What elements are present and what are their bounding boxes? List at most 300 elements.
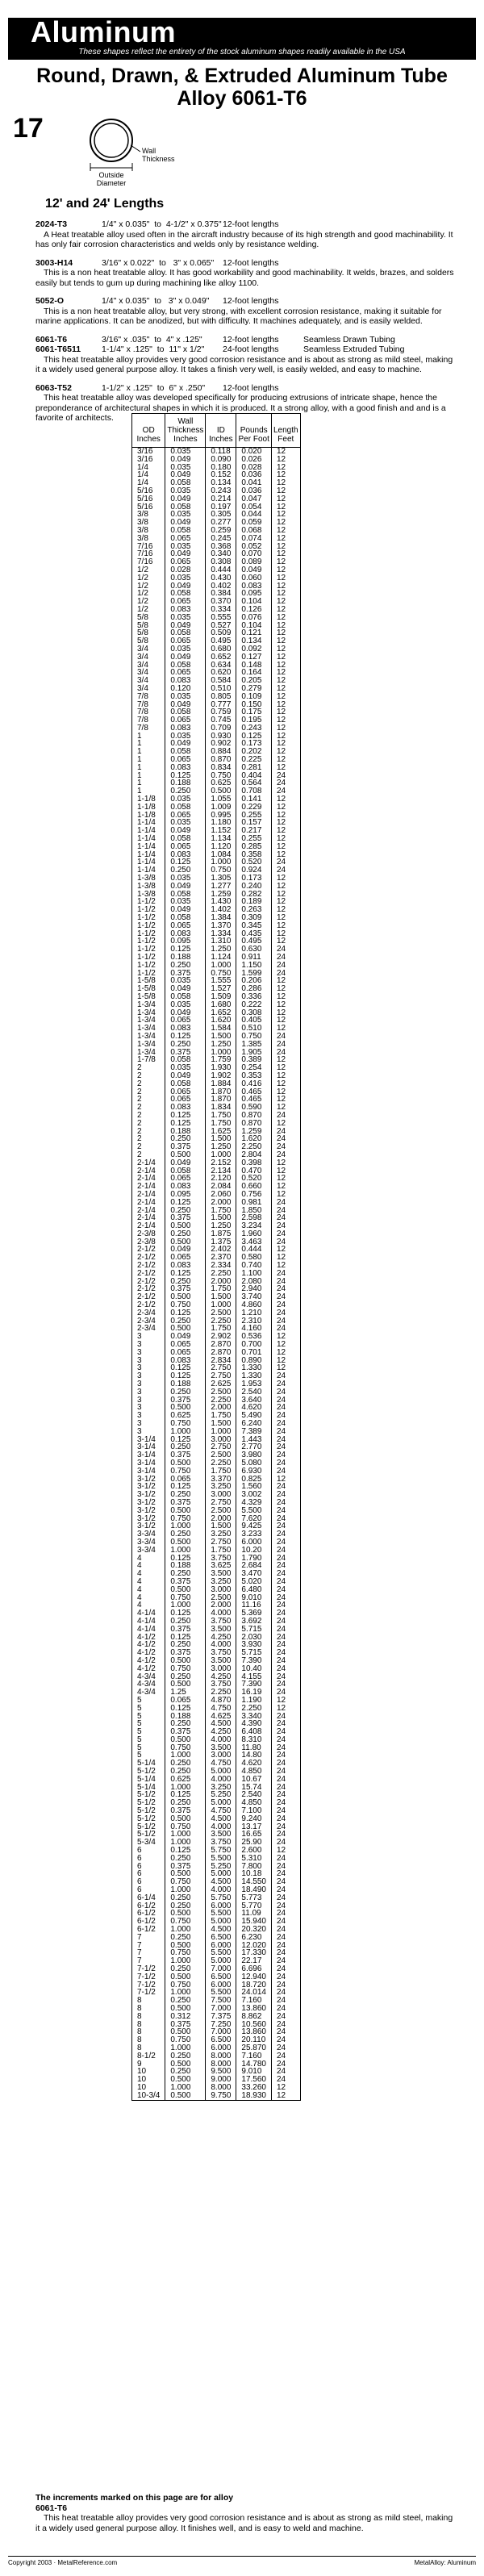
table-cell: 0.250 bbox=[165, 1278, 206, 1286]
table-cell: 0.305 bbox=[206, 511, 236, 519]
table-cell: 1-1/2 bbox=[137, 953, 156, 962]
table-cell: 5 bbox=[137, 1727, 142, 1737]
table-cell: 2-1/2 bbox=[137, 1284, 156, 1294]
table-cell: 6.000 bbox=[236, 1539, 272, 1547]
table-cell: 1 bbox=[137, 770, 142, 780]
table-cell: 5-1/2 bbox=[137, 1767, 156, 1776]
table-cell: 0.555 bbox=[206, 614, 236, 622]
table-cell: 0.065 bbox=[165, 1254, 206, 1262]
table-cell: 5-1/4 bbox=[137, 1774, 156, 1784]
table-cell: 0.745 bbox=[206, 716, 236, 724]
table-cell: 0.370 bbox=[206, 598, 236, 606]
table-cell: 3.233 bbox=[236, 1530, 272, 1539]
table-cell: 2.750 bbox=[206, 1539, 236, 1547]
table-cell: 12 bbox=[272, 1167, 301, 1175]
column-header: ID Inches bbox=[206, 414, 236, 448]
table-cell: 0.035 bbox=[165, 448, 206, 456]
alloy-length: 12-foot lengths bbox=[223, 257, 279, 268]
table-cell: 4 bbox=[137, 1569, 142, 1579]
table-cell: 0.375 bbox=[165, 970, 206, 978]
table-cell: 10.40 bbox=[236, 1665, 272, 1673]
table-cell: 1/2 bbox=[137, 573, 148, 582]
table-cell: 24 bbox=[272, 1530, 301, 1539]
table-cell: 0.125 bbox=[165, 772, 206, 780]
table-cell: 4.000 bbox=[206, 1736, 236, 1744]
footnote-text: This heat treatable alloy provides very good corrosion resistance and is about as strong as mild steel, making it a widely used general purpose alloy. It finishes well, and is easy to weld and machine. bbox=[35, 2513, 453, 2533]
table-cell: 2.250 bbox=[206, 1459, 236, 1468]
table-cell: 0.625 bbox=[206, 779, 236, 787]
table-cell: 6 bbox=[137, 1861, 142, 1871]
table-cell: 1-7/8 bbox=[137, 1055, 156, 1065]
table-cell: 1.250 bbox=[206, 946, 236, 954]
table-cell: 24 bbox=[272, 1397, 301, 1405]
table-cell: 0.065 bbox=[165, 1341, 206, 1349]
table-cell: 0.510 bbox=[206, 685, 236, 693]
table-cell: 2.500 bbox=[206, 1309, 236, 1317]
table-cell: 1-5/8 bbox=[137, 976, 156, 986]
table-cell: 2.750 bbox=[206, 1364, 236, 1372]
table-cell: 10.560 bbox=[236, 2021, 272, 2029]
table-cell: 12 bbox=[272, 1159, 301, 1167]
table-cell: 12 bbox=[272, 937, 301, 946]
table-cell: 0.250 bbox=[165, 1041, 206, 1049]
table-cell: 24 bbox=[272, 1823, 301, 1831]
table-cell: 12 bbox=[272, 487, 301, 495]
table-cell: 1.500 bbox=[206, 1033, 236, 1041]
table-cell: 1.277 bbox=[206, 883, 236, 891]
table-cell: 0.049 bbox=[165, 519, 206, 527]
table-cell: 2-1/4 bbox=[137, 1189, 156, 1199]
table-cell: 1.750 bbox=[206, 1120, 236, 1128]
table-cell: 12 bbox=[272, 543, 301, 551]
table-cell: 24 bbox=[272, 1949, 301, 1957]
table-cell: 0.202 bbox=[236, 748, 272, 756]
table-cell: 3-1/4 bbox=[137, 1434, 156, 1444]
table-cell: 0.250 bbox=[165, 1570, 206, 1578]
table-cell: 6.000 bbox=[206, 1902, 236, 1910]
table-cell: 1.330 bbox=[236, 1364, 272, 1372]
table-cell: 0.049 bbox=[165, 1009, 206, 1017]
table-cell: 2.598 bbox=[236, 1214, 272, 1222]
table-cell: 7.100 bbox=[236, 1807, 272, 1815]
table-cell: 0.134 bbox=[206, 479, 236, 487]
table-cell: 1-1/2 bbox=[137, 905, 156, 915]
table-cell: 3.000 bbox=[206, 1586, 236, 1594]
table-cell: 3.625 bbox=[206, 1562, 236, 1570]
table-cell: 12 bbox=[272, 535, 301, 543]
table-cell: 5/16 bbox=[137, 486, 153, 495]
table-cell: 0.206 bbox=[236, 977, 272, 985]
table-cell: 20.320 bbox=[236, 1926, 272, 1934]
table-cell: 8 bbox=[137, 2003, 142, 2013]
table-cell: 0.870 bbox=[236, 1112, 272, 1120]
table-cell: 7/8 bbox=[137, 708, 148, 717]
table-cell: 24 bbox=[272, 1270, 301, 1278]
table-cell: 8 bbox=[137, 2027, 142, 2037]
table-cell: 6.408 bbox=[236, 1728, 272, 1736]
table-cell: 4.750 bbox=[206, 1807, 236, 1815]
table-cell: 24 bbox=[272, 1910, 301, 1918]
table-cell: 3.370 bbox=[206, 1476, 236, 1484]
table-cell: 4.850 bbox=[236, 1768, 272, 1776]
table-cell: 0.125 bbox=[165, 1634, 206, 1642]
table-cell: 0.750 bbox=[206, 772, 236, 780]
table-cell: 5/8 bbox=[137, 620, 148, 630]
table-cell: 24 bbox=[272, 1230, 301, 1238]
table-cell: 3.500 bbox=[206, 1831, 236, 1839]
table-cell: 1.250 bbox=[206, 1041, 236, 1049]
alloy-title: Alloy 6061-T6 bbox=[177, 87, 307, 110]
table-cell: 2.940 bbox=[236, 1285, 272, 1293]
table-cell: 4.625 bbox=[206, 1713, 236, 1721]
table-body bbox=[132, 448, 301, 2101]
table-cell: 5.773 bbox=[236, 1894, 272, 1902]
table-cell: 12 bbox=[272, 1017, 301, 1025]
table-cell: 0.054 bbox=[236, 503, 272, 511]
table-cell: 0.750 bbox=[165, 1918, 206, 1926]
table-cell: 0.058 bbox=[165, 993, 206, 1001]
table-cell: 0.083 bbox=[165, 724, 206, 733]
table-cell: 12 bbox=[272, 851, 301, 859]
table-cell: 18.490 bbox=[236, 1886, 272, 1894]
table-cell: 0.035 bbox=[165, 487, 206, 495]
table-cell: 2.684 bbox=[236, 1562, 272, 1570]
table-cell: 0.188 bbox=[165, 779, 206, 787]
table-cell: 3.340 bbox=[236, 1713, 272, 1721]
table-cell: 5 bbox=[137, 1743, 142, 1752]
table-cell: 1.000 bbox=[165, 1751, 206, 1760]
table-cell: 7/8 bbox=[137, 723, 148, 733]
table-cell: 12 bbox=[272, 645, 301, 653]
table-cell: 1.759 bbox=[206, 1056, 236, 1064]
table-cell: 24 bbox=[272, 1499, 301, 1507]
table-cell: 7/16 bbox=[137, 557, 153, 567]
table-cell: 2 bbox=[137, 1134, 142, 1144]
table-cell: 24 bbox=[272, 779, 301, 787]
table-cell: 0.277 bbox=[206, 519, 236, 527]
table-cell: 1.930 bbox=[206, 1064, 236, 1072]
table-cell: 0.404 bbox=[236, 772, 272, 780]
table-cell: 1.560 bbox=[236, 1483, 272, 1491]
table-cell: 0.058 bbox=[165, 503, 206, 511]
table-cell: 4-1/2 bbox=[137, 1632, 156, 1642]
table-cell: 1/4 bbox=[137, 478, 148, 488]
table-cell: 0.065 bbox=[165, 637, 206, 645]
table-cell: 0.049 bbox=[165, 1246, 206, 1254]
table-cell: 0.750 bbox=[165, 1949, 206, 1957]
table-cell: 24 bbox=[272, 1451, 301, 1459]
table-cell: 1/4 bbox=[137, 470, 148, 480]
column-header: Wall Thickness Inches bbox=[165, 414, 206, 448]
table-cell: 3.500 bbox=[206, 1570, 236, 1578]
table-cell: 0.375 bbox=[165, 2021, 206, 2029]
table-cell: 5 bbox=[137, 1711, 142, 1721]
table-cell: 12 bbox=[272, 629, 301, 637]
table-cell: 24 bbox=[272, 1863, 301, 1871]
table-cell: 12 bbox=[272, 922, 301, 930]
table-cell: 24 bbox=[272, 1428, 301, 1436]
table-cell: 0.500 bbox=[165, 2060, 206, 2069]
table-cell: 0.049 bbox=[236, 566, 272, 574]
table-cell: 0.058 bbox=[165, 1080, 206, 1088]
table-cell: 9.240 bbox=[236, 1815, 272, 1823]
table-cell: 3-1/4 bbox=[137, 1466, 156, 1476]
table-cell: 0.049 bbox=[165, 701, 206, 709]
table-cell: 4.870 bbox=[206, 1697, 236, 1705]
table-cell: 1.953 bbox=[236, 1380, 272, 1388]
table-cell: 24 bbox=[272, 2044, 301, 2052]
table-cell: 0.243 bbox=[206, 487, 236, 495]
table-cell: 5.715 bbox=[236, 1626, 272, 1634]
table-cell: 1.000 bbox=[165, 1784, 206, 1792]
table-cell: 1.000 bbox=[206, 962, 236, 970]
alloy-code: 3003-H14 bbox=[35, 257, 73, 268]
alloy-description: This heat treatable alloy was developed specifically for producing extrusions of intricate shape, hence the preponderance of architectural shapes in which it is produced. It a strong alloy, with a good finish and and is a favorite of architects. bbox=[35, 393, 446, 423]
table-cell: 0.049 bbox=[165, 906, 206, 914]
table-cell: 24 bbox=[272, 1760, 301, 1768]
table-cell: 0.041 bbox=[236, 479, 272, 487]
table-cell: 24 bbox=[272, 1380, 301, 1388]
table-cell: 0.250 bbox=[165, 1388, 206, 1397]
table-cell: 24 bbox=[272, 1981, 301, 1989]
table-cell: 0.035 bbox=[165, 645, 206, 653]
table-cell: 2-1/4 bbox=[137, 1174, 156, 1184]
table-cell: 24 bbox=[272, 1238, 301, 1246]
table-cell: 0.044 bbox=[236, 511, 272, 519]
table-cell: 12 bbox=[272, 1341, 301, 1349]
table-cell: 1-1/2 bbox=[137, 968, 156, 978]
table-cell: 20.110 bbox=[236, 2036, 272, 2044]
table-cell: 1-1/2 bbox=[137, 913, 156, 923]
table-cell: 0.035 bbox=[165, 1064, 206, 1072]
table-cell: 5-1/2 bbox=[137, 1830, 156, 1839]
table-cell: 12 bbox=[272, 835, 301, 843]
table-cell: 0.049 bbox=[165, 495, 206, 503]
alloy-code: 6061-T6 6061-T6511 bbox=[35, 334, 81, 354]
table-cell: 24 bbox=[272, 1965, 301, 1973]
table-cell: 17.560 bbox=[236, 2076, 272, 2084]
table-cell: 24 bbox=[272, 1807, 301, 1815]
table-cell: 0.930 bbox=[206, 733, 236, 741]
table-cell: 4-1/4 bbox=[137, 1624, 156, 1634]
table-cell: 1.905 bbox=[236, 1049, 272, 1057]
table-cell: 2.080 bbox=[236, 1278, 272, 1286]
table-cell: 24 bbox=[272, 1041, 301, 1049]
table-cell: 24 bbox=[272, 1570, 301, 1578]
table-cell: 0.049 bbox=[165, 622, 206, 630]
table-cell: 6.480 bbox=[236, 1586, 272, 1594]
table-cell: 3.980 bbox=[236, 1451, 272, 1459]
table-cell: 12 bbox=[272, 677, 301, 685]
table-cell: 3-3/4 bbox=[137, 1530, 156, 1539]
table-cell: 0.375 bbox=[165, 1626, 206, 1634]
table-cell: 3.250 bbox=[206, 1483, 236, 1491]
table-cell: 0.375 bbox=[165, 1451, 206, 1459]
table-cell: 5.000 bbox=[206, 1957, 236, 1965]
table-cell: 0.250 bbox=[165, 1491, 206, 1499]
table-cell: 1 bbox=[137, 747, 142, 757]
alloy-block bbox=[35, 296, 455, 327]
table-cell: 3 bbox=[137, 1347, 142, 1357]
table-cell: 1.750 bbox=[206, 1547, 236, 1555]
table-cell: 2.750 bbox=[206, 1372, 236, 1380]
table-cell: 0.750 bbox=[165, 1301, 206, 1309]
table-cell: 24.014 bbox=[236, 1989, 272, 1997]
table-cell: 6.000 bbox=[206, 1981, 236, 1989]
table-cell: 12 bbox=[272, 622, 301, 630]
table-cell: 3 bbox=[137, 1419, 142, 1429]
table-cell: 0.058 bbox=[165, 804, 206, 812]
table-cell: 12 bbox=[272, 1120, 301, 1128]
table-cell: 2.250 bbox=[236, 1705, 272, 1713]
table-cell: 1/2 bbox=[137, 565, 148, 574]
table-cell: 0.125 bbox=[165, 1270, 206, 1278]
table-cell: 3/4 bbox=[137, 683, 148, 693]
table-cell: 6-1/2 bbox=[137, 1917, 156, 1927]
table-cell: 5.250 bbox=[206, 1791, 236, 1799]
table-cell: 0.125 bbox=[165, 1791, 206, 1799]
footer-copyright: Copyright 2003 · MetalReference.com bbox=[8, 2559, 118, 2566]
table-cell: 24 bbox=[272, 1388, 301, 1397]
table-cell: 0.083 bbox=[165, 1357, 206, 1365]
table-cell: 1.259 bbox=[206, 891, 236, 899]
table-cell: 1.000 bbox=[206, 1301, 236, 1309]
table-cell: 11.16 bbox=[236, 1601, 272, 1609]
alloy-size-range: 3/16" x 0.022" to 3" x 0.065" bbox=[102, 257, 215, 268]
alloy-description: This heat treatable alloy provides very good corrosion resistance and is about as strong as mild steel, making it a widely used general purpose alloy. It takes a finish very well, is easily welded, and easy to machine. bbox=[35, 354, 453, 374]
table-cell: 3/4 bbox=[137, 652, 148, 662]
table-cell: 0.375 bbox=[165, 1049, 206, 1057]
alloy-length: 12-foot lengths bbox=[223, 382, 279, 393]
table-cell: 4.250 bbox=[206, 1728, 236, 1736]
table-cell: 2.120 bbox=[206, 1175, 236, 1183]
table-cell: 0.500 bbox=[165, 1815, 206, 1823]
table-cell: 10.18 bbox=[236, 1870, 272, 1878]
table-cell: 0.250 bbox=[165, 1135, 206, 1143]
table-cell: 5.500 bbox=[206, 1949, 236, 1957]
table-cell: 3.750 bbox=[206, 1555, 236, 1563]
table-cell: 12 bbox=[272, 843, 301, 851]
table-cell: 18.930 bbox=[236, 2092, 272, 2100]
table-cell: 4 bbox=[137, 1561, 142, 1571]
table-cell: 0.750 bbox=[165, 1744, 206, 1752]
table-cell: 0.750 bbox=[165, 1420, 206, 1428]
table-cell: 3.750 bbox=[206, 1618, 236, 1626]
table-cell: 0.584 bbox=[206, 677, 236, 685]
table-cell: 8 bbox=[137, 1996, 142, 2006]
table-cell: 0.902 bbox=[206, 740, 236, 748]
table-cell: 2.804 bbox=[236, 1151, 272, 1159]
table-cell: 24 bbox=[272, 1831, 301, 1839]
table-cell: 2.625 bbox=[206, 1380, 236, 1388]
table-cell: 1-1/8 bbox=[137, 802, 156, 812]
table-cell: 1-3/8 bbox=[137, 881, 156, 891]
table-cell: 24 bbox=[272, 1443, 301, 1451]
table-cell: 24 bbox=[272, 2005, 301, 2013]
table-cell: 0.375 bbox=[165, 1143, 206, 1151]
table-cell: 0.188 bbox=[165, 1380, 206, 1388]
table-cell: 1.750 bbox=[206, 1412, 236, 1420]
table-cell: 0.750 bbox=[165, 1594, 206, 1602]
table-cell: 0.049 bbox=[165, 883, 206, 891]
table-cell: 0.049 bbox=[165, 471, 206, 479]
table-cell: 0.036 bbox=[236, 487, 272, 495]
table-cell: 7-1/2 bbox=[137, 1980, 156, 1989]
table-cell: 0.120 bbox=[165, 685, 206, 693]
table-cell: 4 bbox=[137, 1584, 142, 1594]
table-cell: 24 bbox=[272, 946, 301, 954]
table-cell: 11.80 bbox=[236, 1744, 272, 1752]
table-cell: 0.076 bbox=[236, 614, 272, 622]
table-cell: 0.125 bbox=[165, 1364, 206, 1372]
table-cell: 24 bbox=[272, 1468, 301, 1476]
table-cell: 1.902 bbox=[206, 1072, 236, 1080]
table-cell: 1.402 bbox=[206, 906, 236, 914]
table-cell: 1-1/2 bbox=[137, 937, 156, 946]
table-cell: 2 bbox=[137, 1103, 142, 1113]
table-cell: 0.125 bbox=[165, 1847, 206, 1855]
table-cell: 0.740 bbox=[236, 1262, 272, 1270]
table-cell: 4-3/4 bbox=[137, 1688, 156, 1697]
table-cell: 1.055 bbox=[206, 795, 236, 804]
table-cell: 3-1/2 bbox=[137, 1490, 156, 1500]
table-cell: 1.190 bbox=[236, 1697, 272, 1705]
table-cell: 0.052 bbox=[236, 543, 272, 551]
table-cell: 8.000 bbox=[206, 2052, 236, 2060]
table-cell: 0.750 bbox=[165, 1823, 206, 1831]
table-cell: 33.260 bbox=[236, 2084, 272, 2092]
table-cell: 2.600 bbox=[236, 1847, 272, 1855]
table-cell: 1.000 bbox=[165, 1547, 206, 1555]
table-cell: 0.625 bbox=[165, 1412, 206, 1420]
table-cell: 3.250 bbox=[206, 1530, 236, 1539]
table-cell: 4 bbox=[137, 1576, 142, 1586]
table-cell: 12 bbox=[272, 827, 301, 835]
table-cell: 4.000 bbox=[206, 1641, 236, 1649]
table-cell: 24 bbox=[272, 1483, 301, 1491]
table-cell: 2-1/2 bbox=[137, 1301, 156, 1310]
table-cell: 24 bbox=[272, 2013, 301, 2021]
table-cell: 12 bbox=[272, 1104, 301, 1112]
footnote-title: The increments marked on this page are for alloy 6061-T6 bbox=[35, 2493, 234, 2513]
table-cell: 0.500 bbox=[165, 1586, 206, 1594]
table-cell: 3-3/4 bbox=[137, 1537, 156, 1547]
table-cell: 4-3/4 bbox=[137, 1672, 156, 1681]
table-cell: 1.500 bbox=[206, 1293, 236, 1301]
table-cell: 0.195 bbox=[236, 716, 272, 724]
table-cell: 4.500 bbox=[206, 1878, 236, 1886]
table-cell: 1.750 bbox=[206, 1285, 236, 1293]
table-cell: 7.390 bbox=[236, 1680, 272, 1689]
table-cell: 0.405 bbox=[236, 1017, 272, 1025]
table-cell: 0.118 bbox=[206, 448, 236, 456]
table-cell: 24 bbox=[272, 1815, 301, 1823]
table-cell: 1.652 bbox=[206, 1009, 236, 1017]
table-cell: 12 bbox=[272, 1364, 301, 1372]
table-cell: 7/8 bbox=[137, 691, 148, 701]
table-cell: 0.157 bbox=[236, 819, 272, 827]
table-cell: 0.250 bbox=[165, 1934, 206, 1942]
table-cell: 24 bbox=[272, 1436, 301, 1444]
table-cell: 2.250 bbox=[206, 1270, 236, 1278]
table-cell: 5-1/2 bbox=[137, 1798, 156, 1808]
table-cell: 6.500 bbox=[206, 1934, 236, 1942]
table-cell: 10.67 bbox=[236, 1776, 272, 1784]
table-cell: 13.860 bbox=[236, 2005, 272, 2013]
table-cell: 12 bbox=[272, 590, 301, 598]
table-cell: 15.74 bbox=[236, 1784, 272, 1792]
table-cell: 0.049 bbox=[165, 456, 206, 464]
